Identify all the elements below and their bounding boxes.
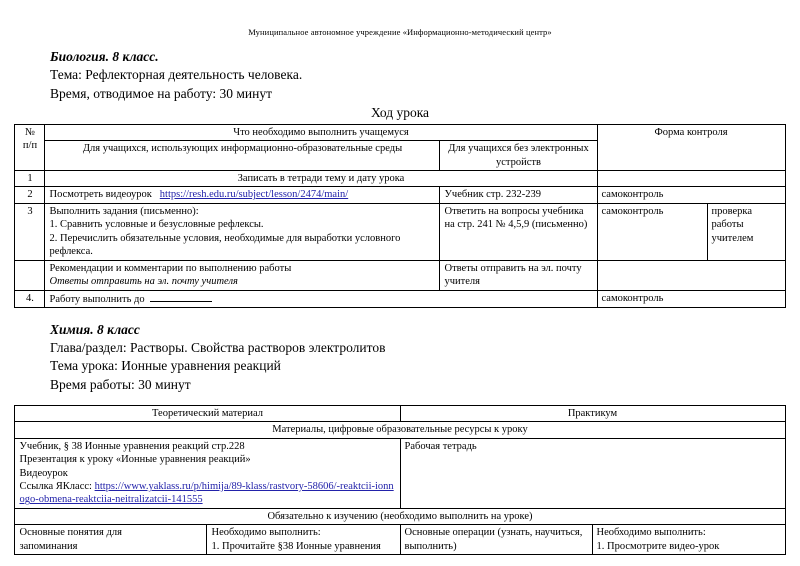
chemistry-subject-title: Химия. 8 класс: [50, 321, 140, 337]
bottom-cell-tasks-theory: [207, 525, 400, 555]
task-line-italic: Ответы отправить на эл. почту учителя: [49, 276, 238, 288]
biology-lesson-table: [14, 124, 785, 308]
chemistry-chapter-line: Глава/раздел: Растворы. Свойства растворов электролитов: [50, 340, 386, 356]
chemistry-time-line: Время работы: 30 минут: [50, 376, 191, 392]
resh-lesson-link[interactable]: https://resh.edu.ru/subject/lesson/2474/main/: [159, 189, 349, 201]
header-number-top: №: [24, 126, 35, 138]
row-control: самоконтроль: [597, 203, 707, 260]
row-number: [15, 260, 45, 290]
header-cell-practice: Практикум: [400, 405, 785, 421]
deadline-label: Работу выполнить до: [49, 293, 145, 305]
row-control: [597, 260, 785, 290]
row-deadline-task: [45, 290, 597, 307]
row-number: 4.: [15, 290, 45, 307]
header-cell-without-devices: Для учащихся без электронных устройств: [440, 141, 597, 171]
chemistry-bottom-row: [15, 525, 785, 555]
material-line: Презентация к уроку «Ионные уравнения реакций»: [19, 454, 251, 466]
row-control: самоконтроль: [597, 187, 785, 203]
bottom-cell-line: Основные понятия для: [19, 527, 122, 539]
material-line: Учебник, § 38 Ионные уравнения реакций стр.228: [19, 440, 245, 452]
bottom-cell-tasks-practice: [592, 525, 785, 555]
row-merged-task: Записать в тетради тему и дату урока: [45, 171, 597, 187]
chemistry-table-wrapper: [0, 394, 800, 555]
row-task-with-devices: [45, 203, 440, 260]
task-line: Рекомендации и комментарии по выполнению работы: [49, 262, 292, 274]
row-number: 1: [15, 171, 45, 187]
bottom-cell-line: Основные операции (узнать, научиться,: [404, 527, 583, 539]
chemistry-lesson-info: [0, 308, 800, 394]
row-number: 3: [15, 203, 45, 260]
biology-lesson-info: [0, 37, 800, 103]
materials-cell: [15, 438, 400, 508]
task-line: Выполнить задания (письменно):: [49, 205, 199, 217]
organization-header: Муниципальное автономное учреждение «Информационно-методический центр»: [248, 27, 552, 37]
bottom-cell-line: выполнить): [404, 540, 457, 552]
chemistry-header-row: [15, 405, 785, 421]
table-row: [15, 260, 785, 290]
header-cell-with-devices: Для учащихся, использующих информационно-образовательные среды: [45, 141, 440, 171]
band-mandatory: Обязательно к изучению (необходимо выполнить на уроке): [15, 508, 785, 524]
row-task-without-devices: Ответить на вопросы учебника на стр. 241 № 4,5,9 (письменно): [440, 203, 597, 260]
table-row: [15, 187, 785, 203]
chemistry-band-row: [15, 422, 785, 438]
table-row: [15, 290, 785, 307]
header-control-label: Форма контроля: [654, 126, 728, 138]
biology-subject-title: Биология. 8 класс.: [50, 49, 159, 65]
row-number: 2: [15, 187, 45, 203]
table-row: [15, 203, 785, 260]
chemistry-band-row: [15, 508, 785, 524]
bottom-cell-line: Необходимо выполнить:: [596, 527, 706, 539]
header-number-bottom: п/п: [22, 140, 38, 152]
table-header-row-1: [15, 124, 785, 140]
practice-cell: Рабочая тетрадь: [400, 438, 785, 508]
header-cell-task: Что необходимо выполнить учащемуся: [45, 124, 597, 140]
chemistry-theme-line: Тема урока: Ионные уравнения реакций: [50, 358, 281, 374]
yaklass-link[interactable]: https://www.yaklass.ru/p/himija/89-klass/rastvory-58606/-reaktcii-ionnogo-obmena-reaktciia-neitralizatcii-141555: [19, 481, 394, 506]
deadline-blank-field[interactable]: [150, 292, 212, 302]
row-task-with-devices: [45, 260, 440, 290]
header-cell-theory: Теоретический материал: [15, 405, 400, 421]
biology-time-line: Время, отводимое на работу: 30 минут: [50, 85, 272, 101]
row-task-text: Посмотреть видеоурок: [49, 189, 152, 201]
table-row: [15, 171, 785, 187]
chemistry-materials-row: [15, 438, 785, 508]
task-line: 1. Сравнить условные и безусловные рефлексы.: [49, 219, 264, 231]
header-cell-control: [597, 124, 785, 170]
bottom-cell-line: Необходимо выполнить:: [211, 527, 321, 539]
bottom-cell-line: 1. Просмотрите видео-урок: [596, 540, 720, 552]
row-control: самоконтроль: [597, 290, 785, 307]
biology-theme-line: Тема: Рефлекторная деятельность человека.: [50, 67, 303, 83]
bottom-cell-operations: [400, 525, 592, 555]
row-control: [597, 171, 785, 187]
chemistry-lesson-table: [14, 405, 785, 555]
material-line: Видеоурок: [19, 467, 68, 479]
band-materials: Материалы, цифровые образовательные ресурсы к уроку: [15, 422, 785, 438]
row-task-without-devices: Учебник стр. 232-239: [440, 187, 597, 203]
row-task-with-devices: [45, 187, 440, 203]
yaklass-link-label: Ссылка ЯКласс:: [19, 481, 92, 493]
biology-table-caption: Ход урока: [370, 104, 430, 120]
row-control-extra: проверка работы учителем: [707, 203, 785, 260]
bottom-cell-line: запоминания: [19, 540, 78, 552]
header-cell-number: [15, 124, 45, 170]
row-task-without-devices: Ответы отправить на эл. почту учителя: [440, 260, 597, 290]
task-line: 2. Перечислить обязательные условия, необходимые для выработки условного рефлекса.: [49, 232, 401, 258]
bottom-cell-line: 1. Прочитайте §38 Ионные уравнения: [211, 540, 381, 552]
bottom-cell-key-concepts: [15, 525, 207, 555]
